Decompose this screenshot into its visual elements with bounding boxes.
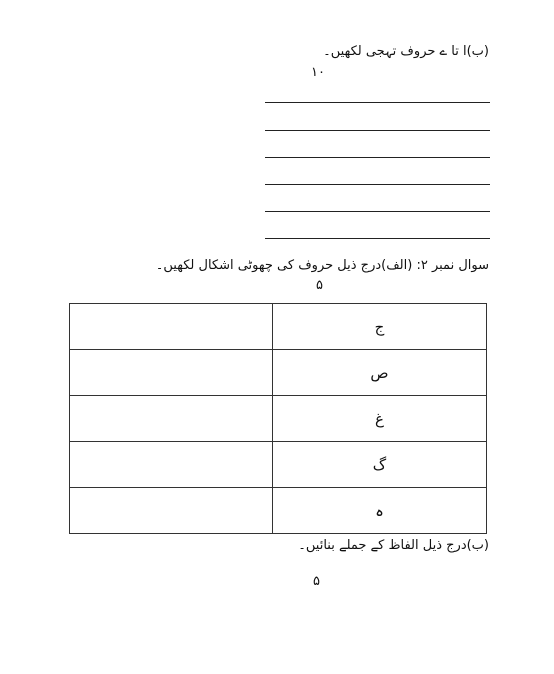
answer-cell[interactable] — [70, 488, 273, 534]
letter-cell: ہ — [273, 488, 487, 534]
section-b-heading: (ب)ا تا ے حروف تہجی لکھیں۔ — [323, 44, 489, 59]
section-b-marks: ۱۰ — [311, 65, 325, 80]
section-b2-heading: (ب)درج ذیل الفاظ کے جملے بنائیں۔ — [298, 538, 489, 553]
table-row — [70, 488, 487, 534]
answer-cell[interactable] — [70, 304, 273, 350]
table-row — [70, 304, 487, 350]
answer-cell[interactable] — [70, 350, 273, 396]
answer-cell[interactable] — [70, 442, 273, 488]
table-row — [70, 396, 487, 442]
table-row — [70, 350, 487, 396]
letter-cell: ص — [273, 350, 487, 396]
letter-cell: غ — [273, 396, 487, 442]
answer-line — [265, 130, 490, 131]
answer-line — [265, 211, 490, 212]
letter-cell: گ — [273, 442, 487, 488]
answer-line — [265, 238, 490, 239]
section-b2-marks: ۵ — [313, 574, 320, 589]
letter-cell: ج — [273, 304, 487, 350]
answer-line — [265, 184, 490, 185]
answer-cell[interactable] — [70, 396, 273, 442]
answer-line — [265, 157, 490, 158]
table-row — [70, 442, 487, 488]
answer-line — [265, 102, 490, 103]
question-2-marks: ۵ — [316, 278, 323, 293]
question-2-heading: سوال نمبر ۲: (الف)درج ذیل حروف کی چھوٹی اشکال لکھیں۔ — [155, 258, 489, 273]
letters-table — [69, 303, 487, 534]
